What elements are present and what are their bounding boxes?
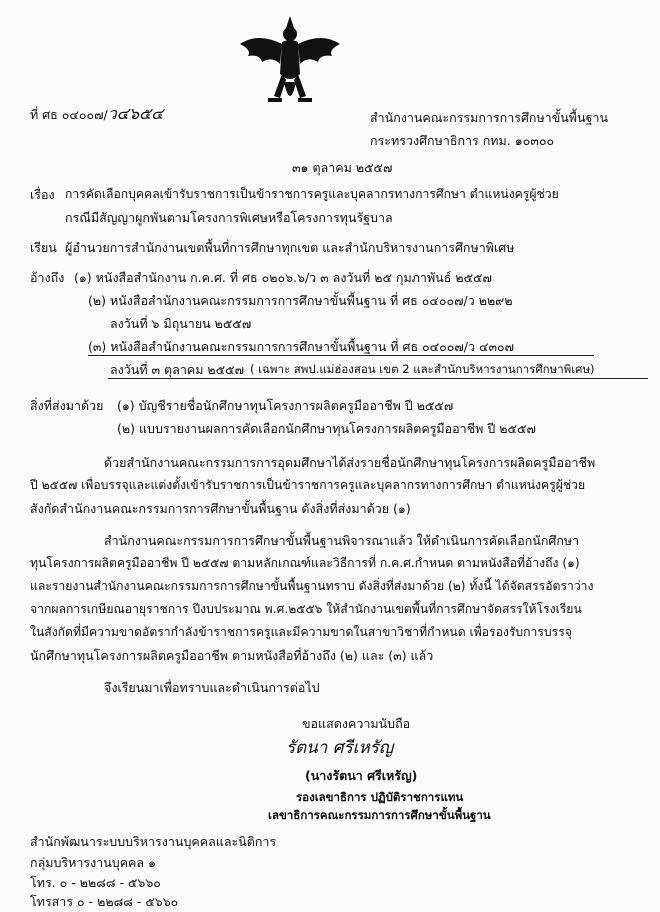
- office-address: กระทรวงศึกษาธิการ กทม. ๑๐๓๐๐: [370, 133, 555, 148]
- footer-phone: โทร. ๐ - ๒๒๘๘ - ๕๖๖๐: [30, 875, 161, 890]
- body-line: จากผลการเกษียณอายุราชการ ปีงบประมาณ พ.ศ.๒๕๕๖ ให้สำนักงานเขตพื้นที่การศึกษาจัดสรรให้โรงเรียน: [30, 602, 582, 616]
- body-line: สำนักงานคณะกรรมการการศึกษาขั้นพื้นฐานพิจารณาแล้ว ให้ดำเนินการคัดเลือกนักศึกษา: [104, 533, 580, 548]
- footer-department: สำนักพัฒนาระบบบริหารงานบุคคลและนิติการ: [30, 834, 277, 849]
- subject-line-2: กรณีมีสัญญาผูกพันตามโครงการพิเศษหรือโครงการทุนรัฐบาล: [65, 210, 393, 225]
- body-line: ในสังกัดที่มีความขาดอัตรากำลังข้าราชการครูและมีความขาดในสาขาวิชาที่กำหนด เพื่อรองรับการบรรจุ: [30, 625, 572, 639]
- handwritten-signature: รัตนา ศรีเหรัญ: [286, 738, 394, 758]
- to-label: เรียน: [30, 240, 57, 255]
- underline: [88, 355, 594, 356]
- body-line: นักศึกษาทุนโครงการผลิตครูมืออาชีพ ตามหนังสือที่อ้างถึง (๒) และ (๓) แล้ว: [30, 648, 434, 663]
- footer-group: กลุ่มบริหารงานบุคคล ๑: [30, 855, 156, 870]
- body-line: ทุนโครงการผลิตครูมืออาชีพ ปี ๒๕๕๗ ตามหลักเกณฑ์และวิธีการที่ ก.ค.ศ.กำหนด ตามหนังสือที่อ้างถึง (๑): [30, 556, 580, 570]
- footer-fax: โทรสาร ๐ - ๒๒๘๘ - ๕๖๖๐: [30, 894, 179, 909]
- to-text: ผู้อำนวยการสำนักงานเขตพื้นที่การศึกษาทุกเขต และสำนักบริหารงานการศึกษาพิเศษ: [65, 240, 515, 255]
- doc-number-handwritten: ว๔๖๕๔: [107, 104, 164, 123]
- enclosure-item: (๑) บัญชีรายชื่อนักศึกษาทุนโครงการผลิตครูมืออาชีพ ปี ๒๕๕๗: [117, 398, 454, 413]
- reference-note: ( เฉพาะ สพป.แม่ฮ่องสอน เขต 2 และสำนักบริหารงานการศึกษาพิเศษ): [250, 362, 595, 376]
- signer-title-2: เลขาธิการคณะกรรมการการศึกษาขั้นพื้นฐาน: [268, 808, 491, 822]
- body-line: และรายงานสำนักงานคณะกรรมการการศึกษาขั้นพื้นฐานทราบ ดังสิ่งที่ส่งมาด้วย (๒) ทั้งนี้ ได้จัดสรรอัตราว่าง: [30, 579, 594, 593]
- reference-item: ลงวันที่ ๓ ตุลาคม ๒๕๕๗: [110, 362, 244, 377]
- office-name: สำนักงานคณะกรรมการการศึกษาขั้นพื้นฐาน: [370, 110, 609, 125]
- document-date: ๓๑ ตุลาคม ๒๕๕๗: [292, 160, 393, 175]
- subject-label: เรื่อง: [30, 187, 55, 202]
- subject-line-1: การคัดเลือกบุคคลเข้ารับราชการเป็นข้าราชการครูและบุคลากรทางการศึกษา ตำแหน่งครูผู้ช่วย: [65, 187, 559, 201]
- signer-title-1: รองเลขาธิการ ปฏิบัติราชการแทน: [296, 790, 464, 804]
- doc-number: [30, 104, 163, 124]
- doc-number-label: ที่: [30, 107, 39, 122]
- reference-item: ลงวันที่ ๖ มิถุนายน ๒๕๕๗: [110, 316, 252, 331]
- body-line: สังกัดสำนักงานคณะกรรมการการศึกษาขั้นพื้นฐาน ดังสิ่งที่ส่งมาด้วย (๑): [30, 501, 411, 516]
- garuda-emblem-icon: [238, 14, 342, 112]
- reference-label: อ้างถึง: [30, 270, 65, 285]
- enclosure-item: (๒) แบบรายงานผลการคัดเลือกนักศึกษาทุนโครงการผลิตครูมืออาชีพ ปี ๒๕๕๗: [117, 421, 536, 436]
- closing-request: จึงเรียนมาเพื่อทราบและดำเนินการต่อไป: [104, 680, 320, 695]
- reference-item: (๒) หนังสือสำนักงานคณะกรรมการการศึกษาขั้นพื้นฐาน ที่ ศธ ๐๔๐๐๗/ว ๒๒๙๒: [88, 293, 513, 308]
- signer-name: (นางรัตนา ศรีเหรัญ): [305, 768, 418, 783]
- enclosure-label: สิ่งที่ส่งมาด้วย: [30, 398, 104, 413]
- reference-item: (๑) หนังสือสำนักงาน ก.ค.ศ. ที่ ศธ ๐๒๐๖.๖/ว ๓ ลงวันที่ ๒๕ กุมภาพันธ์ ๒๕๕๗: [74, 270, 492, 285]
- body-line: ด้วยสำนักงานคณะกรรมการการอุดมศึกษาได้ส่งรายชื่อนักศึกษาทุนโครงการผลิตครูมืออาชีพ: [104, 455, 596, 470]
- reference-item: (๓) หนังสือสำนักงานคณะกรรมการการศึกษาขั้นพื้นฐาน ที่ ศธ ๐๔๐๐๗/ว ๔๓๐๗: [88, 339, 515, 354]
- body-line: ปี ๒๕๕๗ เพื่อบรรจุและแต่งตั้งเข้ารับราชการเป็นข้าราชการครูและบุคลากรทางการศึกษา ตำแหน่งครูผู้ช่วย: [30, 478, 586, 492]
- doc-number-value: ศธ ๐๔๐๐๗/: [42, 107, 108, 122]
- underline: [108, 378, 648, 379]
- closing-salutation: ขอแสดงความนับถือ: [302, 716, 411, 731]
